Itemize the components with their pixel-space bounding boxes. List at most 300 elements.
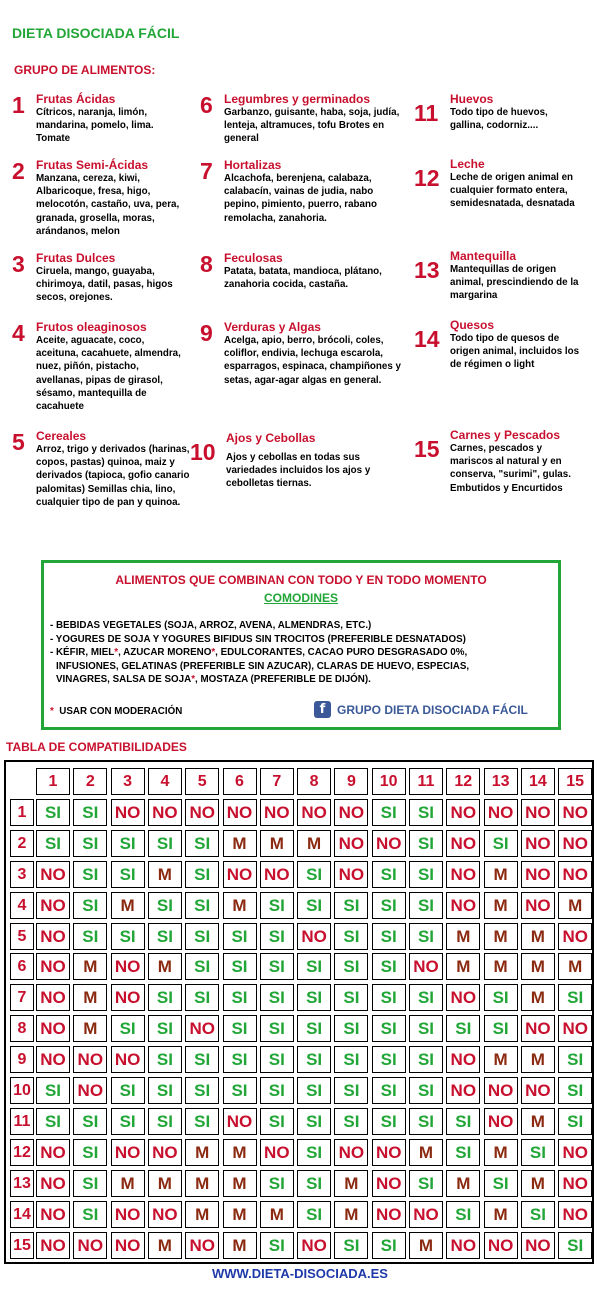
table-cell: M: [334, 1170, 368, 1197]
group-name: Mantequilla: [450, 249, 517, 263]
table-cell: SI: [558, 1232, 592, 1259]
table-cell: M: [297, 830, 331, 857]
group-desc: Alcachofa, berenjena, calabaza, calabacín, vainas de judia, nabo pepino, pimiento, puerro, rabano remolacha, zanahoria.: [224, 173, 377, 224]
table-cell: NO: [223, 861, 257, 888]
table-cell: SI: [73, 861, 107, 888]
column-header: 8: [297, 768, 331, 795]
group-9: [200, 320, 410, 387]
table-cell: NO: [409, 1201, 443, 1228]
row-header: 14: [10, 1201, 34, 1228]
table-cell: SI: [185, 830, 219, 857]
table-cell: SI: [185, 984, 219, 1011]
table-cell: SI: [111, 1108, 145, 1135]
table-cell: SI: [334, 1046, 368, 1073]
comodines-line: - KÉFIR, MIEL*, AZUCAR MORENO*, EDULCORANTES, CACAO PURO DESGRASADO 0%,: [50, 647, 468, 658]
table-cell: SI: [223, 1046, 257, 1073]
group-desc: Ciruela, mango, guayaba, chirimoya, datil, pasas, higos secos, orejones.: [36, 266, 173, 304]
table-cell: M: [484, 892, 518, 919]
table-cell: NO: [111, 1046, 145, 1073]
table-cell: NO: [446, 1077, 480, 1104]
facebook-group-link[interactable]: [314, 701, 528, 718]
table-cell: NO: [372, 1170, 406, 1197]
row-header: 11: [10, 1108, 34, 1135]
table-cell: M: [185, 1139, 219, 1166]
table-cell: SI: [446, 1108, 480, 1135]
group-number: 14: [414, 326, 440, 352]
table-cell: NO: [185, 799, 219, 826]
column-header: 9: [334, 768, 368, 795]
group-number: 8: [200, 251, 213, 277]
table-cell: SI: [148, 1046, 182, 1073]
table-cell: M: [484, 1201, 518, 1228]
table-cell: SI: [334, 984, 368, 1011]
table-cell: M: [260, 1201, 294, 1228]
table-cell: SI: [372, 923, 406, 950]
table-cell: NO: [334, 1139, 368, 1166]
table-cell: M: [223, 892, 257, 919]
table-cell: SI: [223, 984, 257, 1011]
table-cell: NO: [558, 830, 592, 857]
table-cell: NO: [297, 923, 331, 950]
table-cell: NO: [73, 1232, 107, 1259]
table-cell: NO: [334, 830, 368, 857]
table-cell: M: [409, 1232, 443, 1259]
table-cell: NO: [409, 953, 443, 980]
table-cell: SI: [185, 1108, 219, 1135]
table-cell: SI: [260, 1170, 294, 1197]
table-cell: M: [223, 1201, 257, 1228]
row-header: 2: [10, 830, 34, 857]
table-cell: SI: [148, 892, 182, 919]
group-name: Verduras y Algas: [224, 320, 321, 334]
column-header: 6: [223, 768, 257, 795]
group-number: 6: [200, 92, 213, 118]
group-number: 7: [200, 158, 213, 184]
table-cell: SI: [111, 1077, 145, 1104]
table-cell: NO: [521, 1077, 555, 1104]
table-cell: SI: [409, 861, 443, 888]
table-cell: NO: [446, 861, 480, 888]
group-name: Leche: [450, 157, 485, 171]
row-header: 8: [10, 1015, 34, 1042]
table-cell: SI: [185, 892, 219, 919]
table-cell: NO: [36, 1170, 70, 1197]
table-cell: NO: [36, 1232, 70, 1259]
table-cell: NO: [36, 1201, 70, 1228]
table-cell: NO: [260, 799, 294, 826]
group-number: 13: [414, 257, 440, 283]
table-cell: SI: [409, 1077, 443, 1104]
facebook-group-label: GRUPO DIETA DISOCIADA FÁCIL: [337, 702, 528, 717]
row-header: 4: [10, 892, 34, 919]
table-cell: NO: [260, 861, 294, 888]
comodines-line: VINAGRES, SALSA DE SOJA*, MOSTAZA (PREFERIBLE DE DIJÓN).: [56, 674, 371, 685]
table-cell: M: [260, 830, 294, 857]
table-cell: SI: [148, 984, 182, 1011]
table-cell: SI: [111, 830, 145, 857]
table-cell: SI: [558, 1046, 592, 1073]
table-cell: SI: [334, 953, 368, 980]
table-cell: SI: [409, 799, 443, 826]
group-name: Huevos: [450, 92, 494, 106]
group-desc: Patata, batata, mandioca, plátano, zanahoria cocida, castaña.: [224, 266, 382, 291]
table-cell: M: [73, 953, 107, 980]
row-header: 7: [10, 984, 34, 1011]
table-cell: NO: [334, 861, 368, 888]
table-cell: NO: [111, 1232, 145, 1259]
table-cell: SI: [297, 892, 331, 919]
column-header: 12: [446, 768, 480, 795]
column-header: 2: [73, 768, 107, 795]
table-cell: M: [223, 830, 257, 857]
facebook-icon: f: [314, 701, 331, 718]
table-cell: M: [185, 1170, 219, 1197]
comodines-line: - BEBIDAS VEGETALES (SOJA, ARROZ, AVENA, ALMENDRAS, ETC.): [50, 620, 372, 631]
table-cell: SI: [297, 1108, 331, 1135]
group-number: 9: [200, 320, 213, 346]
table-cell: M: [111, 1170, 145, 1197]
table-cell: NO: [297, 1232, 331, 1259]
group-desc: Garbanzo, guisante, haba, soja, judía, lenteja, altramuces, tofu Brotes en general: [224, 107, 400, 145]
table-cell: SI: [148, 1015, 182, 1042]
table-cell: NO: [111, 1139, 145, 1166]
table-cell: SI: [260, 984, 294, 1011]
table-cell: M: [521, 923, 555, 950]
table-cell: SI: [372, 799, 406, 826]
table-cell: NO: [148, 799, 182, 826]
group-14: [414, 318, 594, 372]
table-cell: SI: [297, 953, 331, 980]
table-cell: NO: [521, 1015, 555, 1042]
table-cell: SI: [297, 861, 331, 888]
table-cell: M: [223, 1170, 257, 1197]
group-desc: Acelga, apio, berro, brócoli, coles, coliflor, endivia, lechuga escarola, esparragos, espinaca, champiñones y setas, agar-agar algas en general.: [224, 335, 401, 386]
table-cell: SI: [297, 984, 331, 1011]
group-1: [12, 92, 202, 146]
table-cell: M: [484, 861, 518, 888]
table-cell: SI: [297, 1046, 331, 1073]
table-cell: SI: [111, 861, 145, 888]
table-cell: M: [446, 1170, 480, 1197]
table-cell: SI: [260, 953, 294, 980]
row-header: 15: [10, 1232, 34, 1259]
table-cell: M: [484, 1139, 518, 1166]
table-cell: NO: [484, 1077, 518, 1104]
table-cell: M: [223, 1232, 257, 1259]
table-cell: M: [446, 923, 480, 950]
table-cell: NO: [111, 984, 145, 1011]
group-desc: Mantequillas de origen animal, prescindiendo de la margarina: [450, 264, 579, 302]
table-cell: M: [484, 953, 518, 980]
table-cell: SI: [260, 1108, 294, 1135]
table-cell: M: [223, 1139, 257, 1166]
table-cell: M: [148, 861, 182, 888]
row-header: 6: [10, 953, 34, 980]
row-header: 1: [10, 799, 34, 826]
table-cell: SI: [73, 1201, 107, 1228]
group-2: [12, 158, 202, 238]
table-cell: NO: [372, 1201, 406, 1228]
table-cell: NO: [558, 799, 592, 826]
group-number: 1: [12, 92, 25, 118]
table-cell: NO: [446, 984, 480, 1011]
column-header: 5: [185, 768, 219, 795]
table-cell: NO: [521, 799, 555, 826]
table-cell: NO: [148, 1201, 182, 1228]
column-header: 14: [521, 768, 555, 795]
table-cell: SI: [334, 1108, 368, 1135]
table-cell: M: [484, 923, 518, 950]
table-cell: NO: [484, 1232, 518, 1259]
table-cell: M: [111, 892, 145, 919]
table-cell: SI: [372, 1077, 406, 1104]
table-cell: SI: [372, 861, 406, 888]
table-cell: SI: [73, 1108, 107, 1135]
table-cell: SI: [148, 923, 182, 950]
group-4: [12, 320, 202, 413]
table-cell: SI: [73, 1139, 107, 1166]
comodines-line: - YOGURES DE SOJA Y YOGURES BIFIDUS SIN TROCITOS (PREFERIBLE DESNATADOS): [50, 633, 466, 645]
table-cell: SI: [297, 1139, 331, 1166]
table-cell: SI: [260, 923, 294, 950]
group-name: Feculosas: [224, 251, 283, 265]
table-cell: SI: [372, 1046, 406, 1073]
table-cell: SI: [260, 1015, 294, 1042]
table-cell: M: [73, 984, 107, 1011]
table-cell: NO: [223, 799, 257, 826]
table-cell: SI: [73, 830, 107, 857]
table-cell: SI: [484, 1170, 518, 1197]
table-cell: NO: [73, 1077, 107, 1104]
table-cell: SI: [73, 923, 107, 950]
table-cell: NO: [558, 923, 592, 950]
table-cell: NO: [36, 923, 70, 950]
group-8: [200, 251, 410, 291]
website-link[interactable]: WWW.DIETA-DISOCIADA.ES: [212, 1266, 388, 1281]
table-cell: NO: [521, 892, 555, 919]
table-cell: NO: [521, 861, 555, 888]
table-cell: NO: [558, 1015, 592, 1042]
table-cell: SI: [73, 892, 107, 919]
compatibility-table: [4, 760, 594, 1264]
table-cell: M: [148, 1170, 182, 1197]
section-title: GRUPO DE ALIMENTOS:: [14, 63, 156, 77]
table-cell: NO: [446, 892, 480, 919]
table-cell: SI: [260, 1046, 294, 1073]
table-cell: SI: [409, 1170, 443, 1197]
table-cell: M: [521, 953, 555, 980]
table-cell: NO: [521, 830, 555, 857]
table-cell: SI: [36, 1108, 70, 1135]
group-number: 4: [12, 320, 25, 346]
table-cell: SI: [409, 830, 443, 857]
table-cell: NO: [36, 953, 70, 980]
table-cell: NO: [36, 984, 70, 1011]
table-cell: SI: [484, 830, 518, 857]
column-header: 10: [372, 768, 406, 795]
comodines-line: INFUSIONES, GELATINAS (PREFERIBLE SIN AZUCAR), CLARAS DE HUEVO, ESPECIAS,: [56, 660, 470, 672]
table-cell: M: [521, 984, 555, 1011]
table-cell: M: [484, 1046, 518, 1073]
group-name: Frutos oleaginosos: [36, 320, 147, 334]
table-cell: NO: [185, 1015, 219, 1042]
table-cell: M: [73, 1015, 107, 1042]
group-name: Ajos y Cebollas: [226, 431, 316, 445]
group-desc: Carnes, pescados y mariscos al natural y en conserva, "surimi", gulas. Embutidos y Encurtidos: [450, 443, 571, 494]
table-cell: NO: [111, 799, 145, 826]
group-desc: Leche de origen animal en cualquier formato entera, semidesnatada, desnatada: [450, 172, 575, 210]
table-cell: SI: [558, 1108, 592, 1135]
group-15: [414, 428, 599, 495]
group-desc: Cítricos, naranja, limón, mandarina, pomelo, lima. Tomate: [36, 107, 154, 145]
group-3: [12, 251, 202, 305]
table-cell: SI: [372, 953, 406, 980]
row-header: 12: [10, 1139, 34, 1166]
group-13: [414, 249, 594, 303]
table-cell: SI: [558, 984, 592, 1011]
group-11: [414, 92, 594, 132]
table-cell: NO: [446, 1232, 480, 1259]
table-cell: SI: [297, 1077, 331, 1104]
column-header: 15: [558, 768, 592, 795]
column-header: 7: [260, 768, 294, 795]
table-cell: M: [521, 1170, 555, 1197]
group-desc: Ajos y cebollas en todas sus variedades incluidos los ajos y cebolletas tiernas.: [226, 452, 371, 490]
table-cell: NO: [36, 1139, 70, 1166]
table-cell: SI: [260, 1232, 294, 1259]
row-header: 9: [10, 1046, 34, 1073]
group-name: Quesos: [450, 318, 495, 332]
table-cell: NO: [36, 861, 70, 888]
group-12: [414, 157, 594, 211]
table-cell: SI: [372, 1108, 406, 1135]
table-cell: NO: [558, 1201, 592, 1228]
table-cell: SI: [185, 1046, 219, 1073]
table-cell: SI: [372, 1015, 406, 1042]
table-cell: SI: [409, 892, 443, 919]
table-cell: NO: [73, 1046, 107, 1073]
table-cell: SI: [297, 1170, 331, 1197]
table-cell: SI: [334, 1077, 368, 1104]
table-cell: SI: [148, 1108, 182, 1135]
table-cell: SI: [185, 923, 219, 950]
table-cell: NO: [223, 1108, 257, 1135]
table-cell: NO: [111, 1201, 145, 1228]
table-cell: NO: [446, 1046, 480, 1073]
group-number: 10: [190, 439, 216, 465]
table-cell: SI: [223, 1077, 257, 1104]
table-cell: SI: [334, 1015, 368, 1042]
group-number: 5: [12, 429, 25, 455]
table-cell: SI: [185, 1077, 219, 1104]
group-name: Legumbres y germinados: [224, 92, 371, 106]
comodines-title: ALIMENTOS QUE COMBINAN CON TODO Y EN TODO MOMENTO: [115, 573, 487, 587]
table-cell: NO: [372, 830, 406, 857]
table-cell: M: [409, 1139, 443, 1166]
table-cell: NO: [558, 1170, 592, 1197]
table-cell: SI: [36, 1077, 70, 1104]
table-cell: SI: [111, 1015, 145, 1042]
table-cell: SI: [36, 799, 70, 826]
group-10: [190, 431, 405, 491]
column-header: 11: [409, 768, 443, 795]
table-cell: SI: [409, 984, 443, 1011]
table-cell: SI: [148, 1077, 182, 1104]
table-cell: SI: [334, 923, 368, 950]
table-cell: NO: [558, 1139, 592, 1166]
group-desc: Arroz, trigo y derivados (harinas, copos, pastas) quinoa, maiz y derivados (tapioca, gofio canario palomitas) Semillas chia, lino, cualquier tipo de pan y quinoa.: [36, 444, 190, 508]
group-name: Cereales: [36, 429, 87, 443]
table-cell: NO: [36, 892, 70, 919]
table-cell: NO: [36, 1015, 70, 1042]
row-header: 3: [10, 861, 34, 888]
table-cell: SI: [409, 923, 443, 950]
table-title: TABLA DE COMPATIBILIDADES: [6, 740, 187, 754]
table-cell: SI: [372, 1232, 406, 1259]
table-cell: NO: [484, 799, 518, 826]
group-number: 11: [414, 100, 439, 126]
table-cell: SI: [148, 830, 182, 857]
comodines-box: [41, 560, 561, 730]
table-cell: M: [185, 1201, 219, 1228]
table-cell: NO: [558, 861, 592, 888]
table-cell: SI: [73, 799, 107, 826]
table-cell: NO: [36, 1046, 70, 1073]
table-cell: SI: [223, 923, 257, 950]
group-desc: Todo tipo de huevos, gallina, codorniz....: [450, 107, 548, 132]
table-cell: SI: [409, 1015, 443, 1042]
group-name: Frutas Semi-Ácidas: [36, 158, 149, 172]
table-cell: M: [148, 953, 182, 980]
table-cell: M: [446, 953, 480, 980]
group-name: Hortalizas: [224, 158, 282, 172]
table-cell: SI: [558, 1077, 592, 1104]
table-cell: SI: [446, 1201, 480, 1228]
table-cell: SI: [297, 1201, 331, 1228]
group-5: [12, 429, 202, 509]
column-header: 3: [111, 768, 145, 795]
group-number: 12: [414, 165, 440, 191]
table-cell: NO: [334, 799, 368, 826]
group-desc: Todo tipo de quesos de origen animal, incluidos los de régimen o light: [450, 333, 580, 371]
row-header: 5: [10, 923, 34, 950]
table-cell: SI: [521, 1201, 555, 1228]
comodines-subtitle: COMODINES: [263, 591, 338, 605]
table-cell: SI: [223, 953, 257, 980]
table-cell: SI: [260, 1077, 294, 1104]
table-cell: M: [334, 1201, 368, 1228]
moderation-note: * USAR CON MODERACIÓN: [50, 706, 183, 717]
table-cell: M: [148, 1232, 182, 1259]
group-6: [200, 92, 410, 146]
table-cell: SI: [372, 892, 406, 919]
table-cell: SI: [521, 1139, 555, 1166]
group-number: 15: [414, 436, 440, 462]
row-header: 10: [10, 1077, 34, 1104]
table-cell: NO: [260, 1139, 294, 1166]
table-cell: SI: [409, 1046, 443, 1073]
group-name: Frutas Ácidas: [36, 92, 116, 106]
table-cell: SI: [185, 953, 219, 980]
table-cell: SI: [185, 861, 219, 888]
table-cell: SI: [36, 830, 70, 857]
table-cell: NO: [297, 799, 331, 826]
table-cell: NO: [446, 799, 480, 826]
table-cell: SI: [297, 1015, 331, 1042]
group-desc: Aceite, aguacate, coco, aceituna, cacahuete, almendra, nuez, piñón, pistacho, avellanas, pipas de girasol, sésamo, mantequilla de cacahuete: [36, 335, 181, 413]
table-cell: SI: [484, 984, 518, 1011]
column-header: 4: [148, 768, 182, 795]
